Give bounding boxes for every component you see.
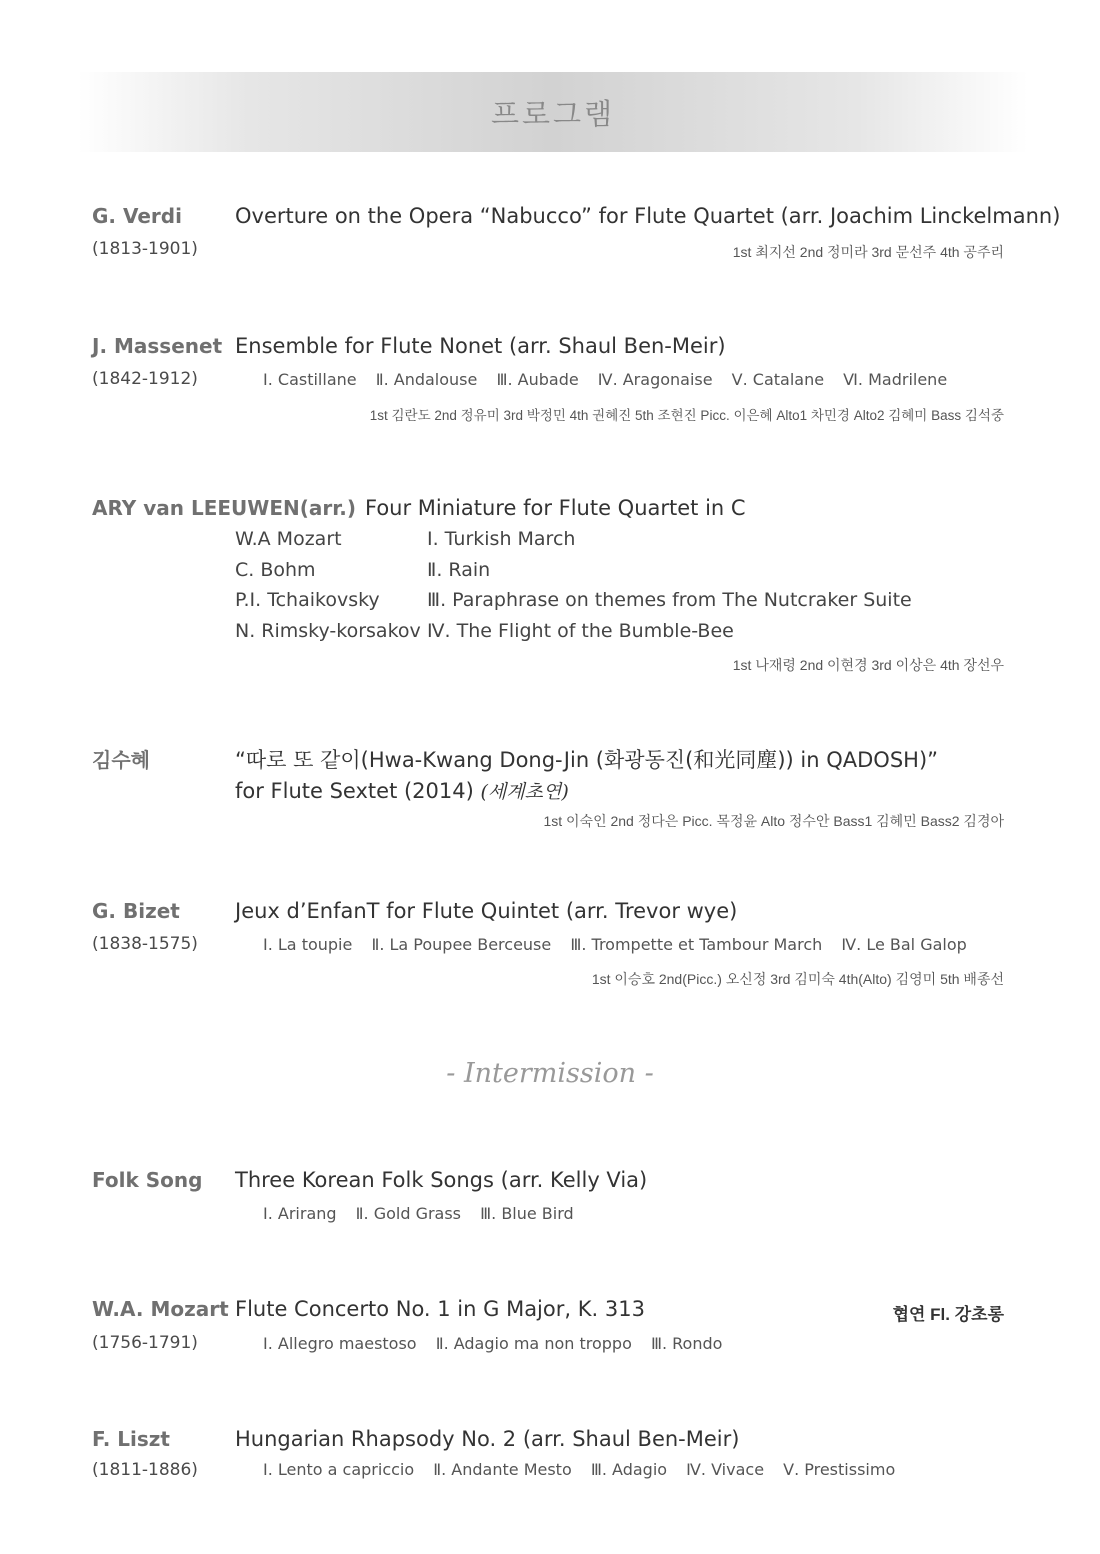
- movement-item: Ⅰ. La toupie: [263, 935, 353, 954]
- composer-name: W.A. Mozart: [92, 1297, 229, 1321]
- composer-years: (1811-1886): [92, 1460, 198, 1480]
- movement-item: Ⅳ. Le Bal Galop: [841, 935, 967, 954]
- composer-years: (1838-1575): [92, 934, 198, 954]
- miniature-composer: N. Rimsky-korsakov: [235, 620, 421, 642]
- composer-name: G. Verdi: [92, 204, 182, 228]
- movement-item: Ⅰ. Allegro maestoso: [263, 1334, 417, 1353]
- piece-title: Jeux d’EnfanT for Flute Quintet (arr. Trevor wye): [235, 899, 738, 923]
- composer-years: (1756-1791): [92, 1333, 198, 1353]
- miniature-movement: Ⅰ. Turkish March: [427, 528, 576, 550]
- miniature-movement: Ⅳ. The Flight of the Bumble-Bee: [427, 620, 734, 642]
- miniature-movement: Ⅱ. Rain: [427, 559, 491, 581]
- movement-item: Ⅱ. Adagio ma non troppo: [435, 1334, 632, 1353]
- page-title: 프로그램: [490, 97, 616, 131]
- miniature-composer: W.A Mozart: [235, 528, 342, 550]
- movement-item: Ⅱ. Andalouse: [375, 370, 478, 389]
- miniature-composer: P.I. Tchaikovsky: [235, 589, 380, 611]
- piece-title: Overture on the Opera “Nabucco” for Flute Quartet (arr. Joachim Linckelmann): [235, 204, 1061, 228]
- movement-item: Ⅲ. Trompette et Tambour March: [570, 935, 823, 954]
- movement-item: Ⅵ. Madrilene: [843, 370, 948, 389]
- composer-name: G. Bizet: [92, 899, 180, 923]
- miniature-row: [235, 589, 912, 611]
- miniature-movement: Ⅲ. Paraphrase on themes from The Nutcraker Suite: [427, 589, 912, 611]
- movement-item: Ⅲ. Blue Bird: [480, 1204, 574, 1223]
- movement-item: Ⅲ. Adagio: [590, 1460, 668, 1479]
- miniature-composer: C. Bohm: [235, 559, 316, 581]
- piece-title: “따로 또 같이(Hwa-Kwang Dong-Jin (화광동진(和光同塵)) in QADOSH)”: [235, 748, 939, 772]
- piece-title: Flute Concerto No. 1 in G Major, K. 313: [235, 1297, 645, 1321]
- piece-title: Ensemble for Flute Nonet (arr. Shaul Ben-Meir): [235, 334, 726, 358]
- performers-list: 1st 이숙인 2nd 정다은 Picc. 목정윤 Alto 정수안 Bass1 김혜민 Bass2 김경아: [543, 813, 1004, 829]
- piece-subtitle: for Flute Sextet (2014): [235, 779, 474, 803]
- movement-item: Ⅰ. Lento a capriccio: [263, 1460, 415, 1479]
- movement-item: Ⅴ. Prestissimo: [783, 1460, 896, 1479]
- miniature-row: [235, 620, 734, 642]
- miniature-row: [235, 559, 490, 581]
- composer-name: F. Liszt: [92, 1427, 170, 1451]
- movement-item: Ⅴ. Catalane: [731, 370, 825, 389]
- movement-item: Ⅱ. Andante Mesto: [433, 1460, 572, 1479]
- piece-title: Hungarian Rhapsody No. 2 (arr. Shaul Ben-Meir): [235, 1427, 740, 1451]
- movements-list: [263, 1204, 588, 1223]
- premiere-label: (세계초연): [480, 781, 569, 803]
- movement-item: Ⅲ. Aubade: [496, 370, 579, 389]
- composer-name: Folk Song: [92, 1168, 203, 1192]
- piece-title: Three Korean Folk Songs (arr. Kelly Via): [235, 1168, 648, 1192]
- movements-list: [263, 1334, 736, 1353]
- composer-name: 김수혜: [92, 748, 150, 772]
- composer-years: (1842-1912): [92, 369, 198, 389]
- performers-list: 1st 김란도 2nd 정유미 3rd 박정민 4th 권혜진 5th 조현진 Picc. 이은혜 Alto1 차민경 Alto2 김혜미 Bass 김석중: [369, 408, 1004, 423]
- header-band: [78, 72, 1028, 152]
- movement-item: Ⅲ. Rondo: [650, 1334, 723, 1353]
- piece-title-line2: [235, 777, 569, 804]
- movement-item: Ⅰ. Arirang: [263, 1204, 337, 1223]
- movement-item: Ⅱ. Gold Grass: [355, 1204, 462, 1223]
- performers-list: 1st 최지선 2nd 정미라 3rd 문선주 4th 공주리: [732, 244, 1004, 260]
- movement-item: Ⅱ. La Poupee Berceuse: [371, 935, 552, 954]
- composer-years: (1813-1901): [92, 239, 198, 259]
- composer-name: J. Massenet: [92, 334, 223, 358]
- movement-item: Ⅰ. Castillane: [263, 370, 357, 389]
- performers-list: 1st 이승호 2nd(Picc.) 오신정 3rd 김미숙 4th(Alto) 김영미 5th 배종선: [591, 971, 1004, 987]
- movements-list: [263, 935, 981, 954]
- movement-item: Ⅳ. Vivace: [686, 1460, 765, 1479]
- intermission-label: - Intermission -: [446, 1058, 654, 1089]
- miniature-row: [235, 528, 575, 550]
- performers-list: 1st 나재령 2nd 이현경 3rd 이상은 4th 장선우: [732, 657, 1004, 673]
- soloist-label: 협연 Fl. 강초롱: [892, 1305, 1004, 1324]
- piece-title: Four Miniature for Flute Quartet in C: [365, 496, 746, 520]
- movements-list: [263, 370, 961, 389]
- movement-item: Ⅳ. Aragonaise: [597, 370, 713, 389]
- movements-list: [263, 1460, 909, 1479]
- composer-name: ARY van LEEUWEN(arr.): [92, 496, 356, 520]
